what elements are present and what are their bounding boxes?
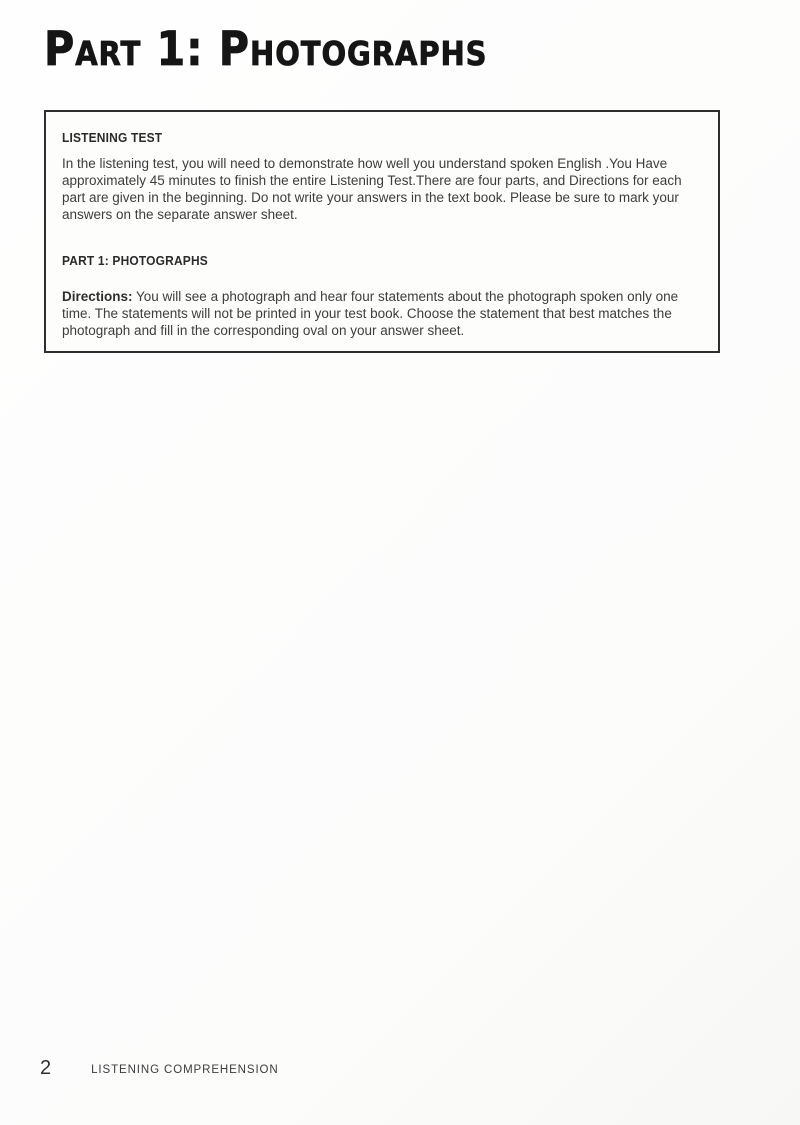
part-1-heading: PART 1: PHOTOGRAPHS (62, 253, 208, 268)
directions-label: Directions: (62, 289, 133, 304)
instructions-box (44, 110, 720, 353)
listening-test-intro: In the listening test, you will need to demonstrate how well you understand spoken English .You Have approximately 45 minutes to finish the entire Listening Test.There are four parts, and Directions for each part are given in the beginning. Do not write your answers in the text book. Please be sure to mark your answers on the separate answer sheet. (62, 156, 682, 222)
page-number: 2 (40, 1057, 52, 1079)
directions-text: You will see a photograph and hear four statements about the photograph spoken only one time. The statements will not be printed in your test book. Choose the statement that best matches the photograph and fill in the corresponding oval on your answer sheet. (62, 289, 679, 338)
page-title: Part 1: Photographs (44, 22, 488, 77)
page-footer (40, 1058, 279, 1078)
directions-paragraph (62, 288, 702, 339)
listening-test-heading: LISTENING TEST (62, 130, 163, 145)
running-head: LISTENING COMPREHENSION (91, 1063, 279, 1076)
